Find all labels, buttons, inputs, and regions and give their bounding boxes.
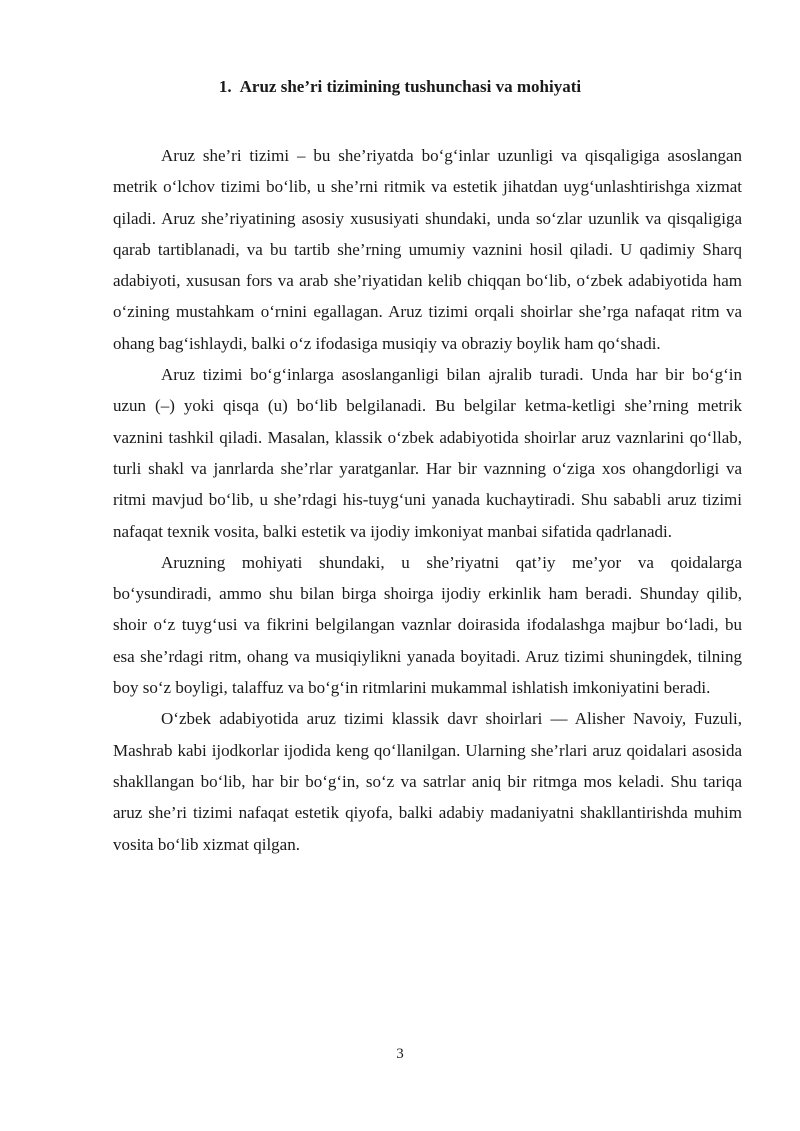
paragraph-2: Aruz tizimi bo‘g‘inlarga asoslanganligi bilan ajralib turadi. Unda har bir bo‘g‘in uzun (–) yoki qisqa (u) bo‘lib belgilanadi. Bu belgilar ketma-ketligi she’rning metrik vaznini tashkil qiladi. Masalan, klassik o‘zbek adabiyotida shoirlar aruz vaznlarini qo‘llab, turli shakl va janrlarda she’rlar yaratganlar. Har bir vaznning o‘ziga xos ohangdorligi va ritmi mavjud bo‘lib, u she’rdagi his-tuyg‘uni yanada kuchaytiradi. Shu sababli aruz tizimi nafaqat texnik vosita, balki estetik va ijodiy imkoniyat manbai sifatida qadrlanadi. <box>113 365 742 541</box>
section-number: 1. <box>218 77 232 96</box>
paragraph-4: O‘zbek adabiyotida aruz tizimi klassik davr shoirlari — Alisher Navoiy, Fuzuli, Mashrab kabi ijodkorlar ijodida keng qo‘llanilgan. Ularning she’rlari aruz qoidalari asosida shakllangan bo‘lib, har bir bo‘g‘in, so‘z va satrlar aniq bir ritmga mos keladi. Shu tariqa aruz she’ri tizimi nafaqat estetik qiyofa, balki adabiy madaniyatni shakllantirishda muhim vosita bo‘lib xizmat qilgan. <box>113 709 742 854</box>
body-text <box>113 140 742 860</box>
section-title: Aruz she’ri tizimining tushunchasi va mohiyati <box>239 77 582 96</box>
page-number: 3 <box>396 1046 404 1062</box>
paragraph-3: Aruzning mohiyati shundaki, u she’riyatni qat’iy me’yor va qoidalarga bo‘ysundiradi, ammo shu bilan birga shoirga ijodiy erkinlik ham beradi. Shunday qilib, shoir o‘z tuyg‘usi va fikrini belgilangan vaznlar doirasida ifodalashga majbur bo‘ladi, bu esa she’rdagi ritm, ohang va musiqiylikni yanada boyitadi. Aruz tizimi shuningdek, tilning boy so‘z boyligi, talaffuz va bo‘g‘in ritmlarini mukammal ishlatish imkoniyatini beradi. <box>113 552 742 698</box>
section-heading <box>0 76 800 98</box>
paragraph-1: Aruz she’ri tizimi – bu she’riyatda bo‘g‘inlar uzunligi va qisqaligiga asoslangan metrik o‘lchov tizimi bo‘lib, u she’rni ritmik va estetik jihatdan uyg‘unlashtirishga xizmat qiladi. Aruz she’riyatining asosiy xususiyati shundaki, unda so‘zlar uzunlik va qisqaligiga qarab tartiblanadi, va bu tartib she’rning umumiy vaznini hosil qiladi. U qadimiy Sharq adabiyoti, xususan fors va arab she’riyatidan kelib chiqqan bo‘lib, o‘zbek adabiyotida ham o‘zining mustahkam o‘rnini egallagan. Aruz tizimi orqali shoirlar she’rga nafaqat ritm va ohang bag‘ishlaydi, balki o‘z ifodasiga musiqiy va obraziy boylik ham qo‘shadi. <box>113 146 742 353</box>
